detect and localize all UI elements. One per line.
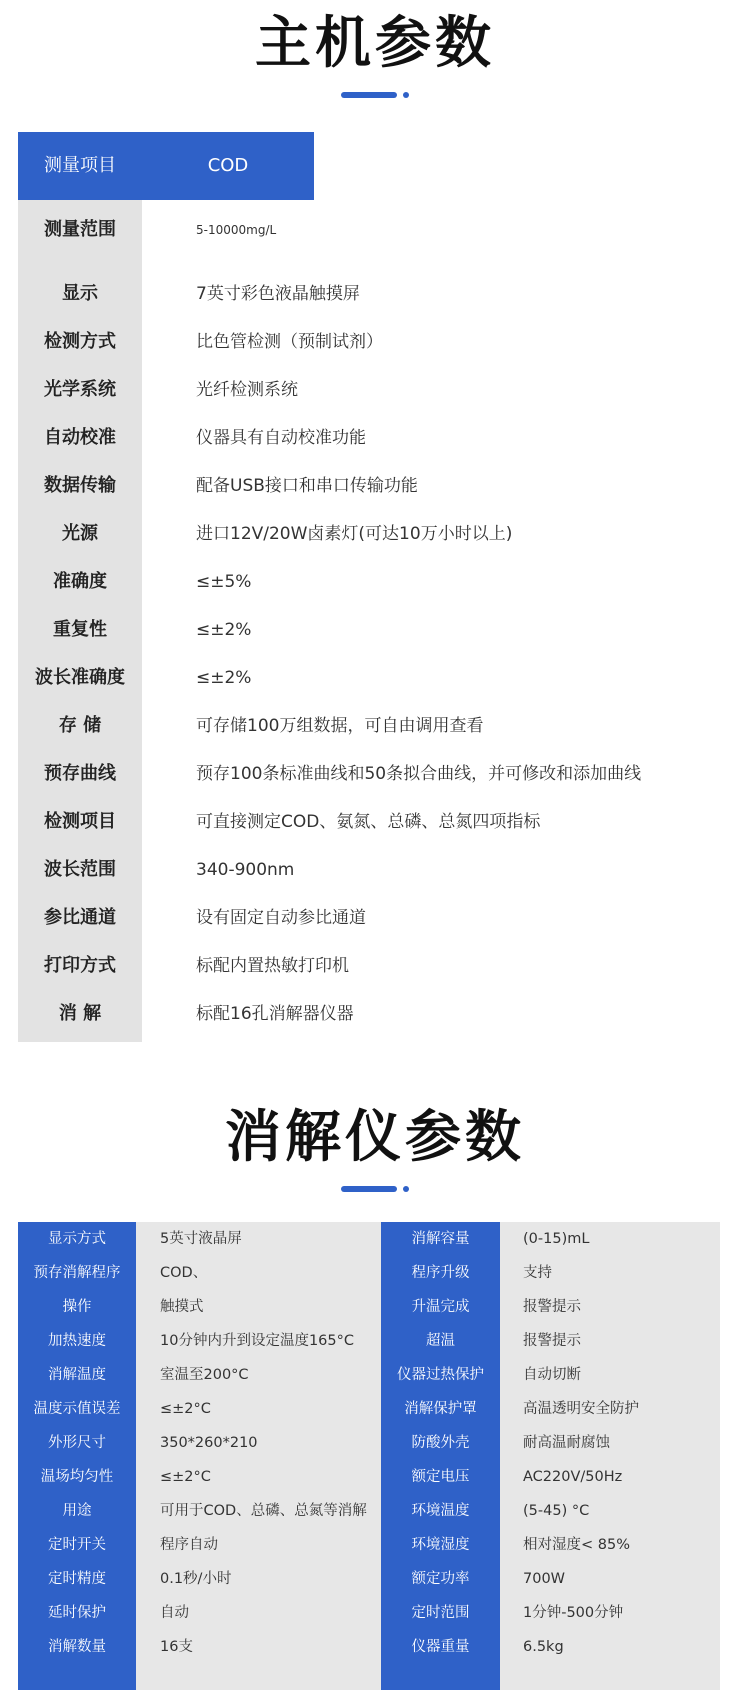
digester-left-value: 可用于COD、总磷、总氮等消解 <box>160 1503 367 1519</box>
host-row-label: 检测方式 <box>44 331 116 352</box>
digester-right-label: 升温完成 <box>411 1299 470 1315</box>
host-row <box>18 798 738 846</box>
host-row-value: 5-10000mg/L <box>196 223 277 237</box>
host-title-divider <box>341 92 409 98</box>
digester-row <box>18 1630 720 1664</box>
host-row <box>18 510 738 558</box>
host-row <box>18 990 738 1038</box>
digester-left-label: 延时保护 <box>48 1605 106 1621</box>
digester-right-label: 程序升级 <box>411 1265 470 1281</box>
host-row-value: 比色管检测（预制试剂） <box>196 332 383 352</box>
digester-right-label: 环境温度 <box>411 1503 470 1519</box>
host-row-value: 设有固定自动参比通道 <box>196 908 366 928</box>
host-row-value: 标配16孔消解器仪器 <box>196 1004 354 1024</box>
digester-right-label: 仪器过热保护 <box>397 1367 484 1383</box>
host-row-label: 打印方式 <box>44 955 116 976</box>
digester-row <box>18 1562 720 1596</box>
host-row-value: ≤±5% <box>196 572 252 592</box>
host-row-label: 参比通道 <box>44 907 116 928</box>
digester-row <box>18 1358 720 1392</box>
digester-left-label: 显示方式 <box>48 1231 106 1247</box>
host-row-label: 光源 <box>62 523 98 544</box>
digester-left-label: 定时精度 <box>48 1571 106 1587</box>
digester-left-value: 5英寸液晶屏 <box>160 1231 242 1247</box>
digester-left-label: 温度示值误差 <box>33 1401 121 1417</box>
digester-row <box>18 1290 720 1324</box>
digester-left-value: 10分钟内升到设定温度165°C <box>160 1333 355 1349</box>
host-row-label: 消 解 <box>58 1003 102 1024</box>
host-row-label: 数据传输 <box>44 475 116 496</box>
host-row-value: 340-900nm <box>196 860 295 880</box>
host-row <box>18 750 738 798</box>
host-row <box>18 414 738 462</box>
digester-left-label: 预存消解程序 <box>33 1265 121 1281</box>
host-row-label: 光学系统 <box>44 379 116 400</box>
host-row-value: 仪器具有自动校准功能 <box>196 428 366 448</box>
host-row-label: 准确度 <box>53 571 107 592</box>
host-row-label: 检测项目 <box>44 811 116 832</box>
host-row-value: 7英寸彩色液晶触摸屏 <box>196 284 360 304</box>
digester-left-label: 温场均匀性 <box>40 1469 114 1485</box>
digester-left-value: 程序自动 <box>160 1537 218 1553</box>
digester-section-title: 消解仪参数 <box>225 1105 525 1170</box>
digester-right-value: 耐高温耐腐蚀 <box>523 1435 610 1451</box>
digester-right-label: 额定电压 <box>411 1469 470 1485</box>
digester-row <box>18 1596 720 1630</box>
digester-left-value: 0.1秒/小时 <box>160 1571 232 1587</box>
digester-right-value: 自动切断 <box>523 1367 581 1383</box>
host-row-label: 波长准确度 <box>35 667 125 688</box>
digester-right-label: 超温 <box>426 1333 455 1349</box>
host-row-label: 重复性 <box>53 619 107 640</box>
digester-row <box>18 1528 720 1562</box>
digester-right-value: 700W <box>523 1571 566 1587</box>
digester-right-value: 6.5kg <box>523 1639 564 1655</box>
host-row <box>18 702 738 750</box>
digester-left-label: 外形尺寸 <box>48 1435 106 1451</box>
digester-left-value: ≤±2°C <box>160 1401 211 1417</box>
host-table-header <box>18 132 314 200</box>
host-row-label: 测量范围 <box>44 219 116 240</box>
digester-right-value: 1分钟-500分钟 <box>523 1605 624 1621</box>
digester-right-label: 环境湿度 <box>411 1537 470 1553</box>
digester-right-value: 高温透明安全防护 <box>523 1401 639 1417</box>
host-header-label: 测量项目 <box>44 155 116 176</box>
digester-row <box>18 1460 720 1494</box>
digester-right-value: (0-15)mL <box>523 1231 590 1247</box>
digester-right-value: 报警提示 <box>523 1333 581 1349</box>
digester-left-value: ≤±2°C <box>160 1469 211 1485</box>
host-row <box>18 558 738 606</box>
digester-left-label: 操作 <box>62 1299 92 1315</box>
host-row <box>18 894 738 942</box>
digester-right-value: (5-45) °C <box>523 1503 590 1519</box>
host-row-value: ≤±2% <box>196 620 252 640</box>
digester-left-value: 16支 <box>160 1639 193 1655</box>
digester-left-label: 加热速度 <box>48 1333 106 1349</box>
host-section-title: 主机参数 <box>255 11 495 76</box>
host-row <box>18 318 738 366</box>
digester-left-value: 室温至200°C <box>160 1367 249 1383</box>
digester-left-label: 定时开关 <box>48 1537 106 1553</box>
digester-right-label: 消解容量 <box>411 1231 470 1247</box>
digester-right-value: AC220V/50Hz <box>523 1469 623 1485</box>
host-row <box>18 206 738 254</box>
digester-right-label: 仪器重量 <box>411 1639 470 1655</box>
host-row-value: 进口12V/20W卤素灯(可达10万小时以上) <box>196 524 513 544</box>
host-row <box>18 462 738 510</box>
digester-row <box>18 1324 720 1358</box>
digester-right-label: 防酸外壳 <box>411 1435 470 1451</box>
host-row-label: 预存曲线 <box>44 763 116 784</box>
host-row-label: 自动校准 <box>44 427 116 448</box>
host-row-value: 可直接测定COD、氨氮、总磷、总氮四项指标 <box>196 812 541 832</box>
digester-row <box>18 1392 720 1426</box>
digester-right-label: 定时范围 <box>411 1605 470 1621</box>
digester-params-table <box>18 1222 720 1690</box>
digester-left-value: COD、 <box>160 1265 208 1281</box>
digester-right-label: 额定功率 <box>411 1571 470 1587</box>
digester-row <box>18 1494 720 1528</box>
digester-right-value: 支持 <box>523 1265 552 1281</box>
digester-row <box>18 1426 720 1460</box>
host-row <box>18 366 738 414</box>
host-row-value: 可存储100万组数据，可自由调用查看 <box>196 716 484 736</box>
host-row-label: 波长范围 <box>44 859 116 880</box>
host-header-value: COD <box>207 155 249 176</box>
digester-right-label: 消解保护罩 <box>404 1401 477 1417</box>
host-row-value: ≤±2% <box>196 668 252 688</box>
digester-title-divider <box>341 1186 409 1192</box>
host-row <box>18 846 738 894</box>
digester-row <box>18 1222 720 1256</box>
digester-left-value: 自动 <box>160 1605 189 1621</box>
host-row-value: 预存100条标准曲线和50条拟合曲线，并可修改和添加曲线 <box>196 764 642 784</box>
digester-left-label: 用途 <box>62 1503 92 1519</box>
host-row-value: 光纤检测系统 <box>196 380 298 400</box>
digester-left-value: 触摸式 <box>160 1299 204 1315</box>
host-row-value: 配备USB接口和串口传输功能 <box>196 476 418 496</box>
digester-left-label: 消解温度 <box>48 1367 106 1383</box>
digester-left-label: 消解数量 <box>48 1639 106 1655</box>
digester-right-value: 报警提示 <box>523 1299 581 1315</box>
digester-row <box>18 1256 720 1290</box>
host-row-label: 显示 <box>62 283 98 304</box>
host-row <box>18 270 738 318</box>
host-row-label: 存 储 <box>58 715 102 736</box>
host-row <box>18 606 738 654</box>
digester-right-value: 相对湿度< 85% <box>523 1537 630 1553</box>
host-row <box>18 942 738 990</box>
host-row-value: 标配内置热敏打印机 <box>196 956 349 976</box>
host-row <box>18 654 738 702</box>
digester-left-value: 350*260*210 <box>160 1435 258 1451</box>
